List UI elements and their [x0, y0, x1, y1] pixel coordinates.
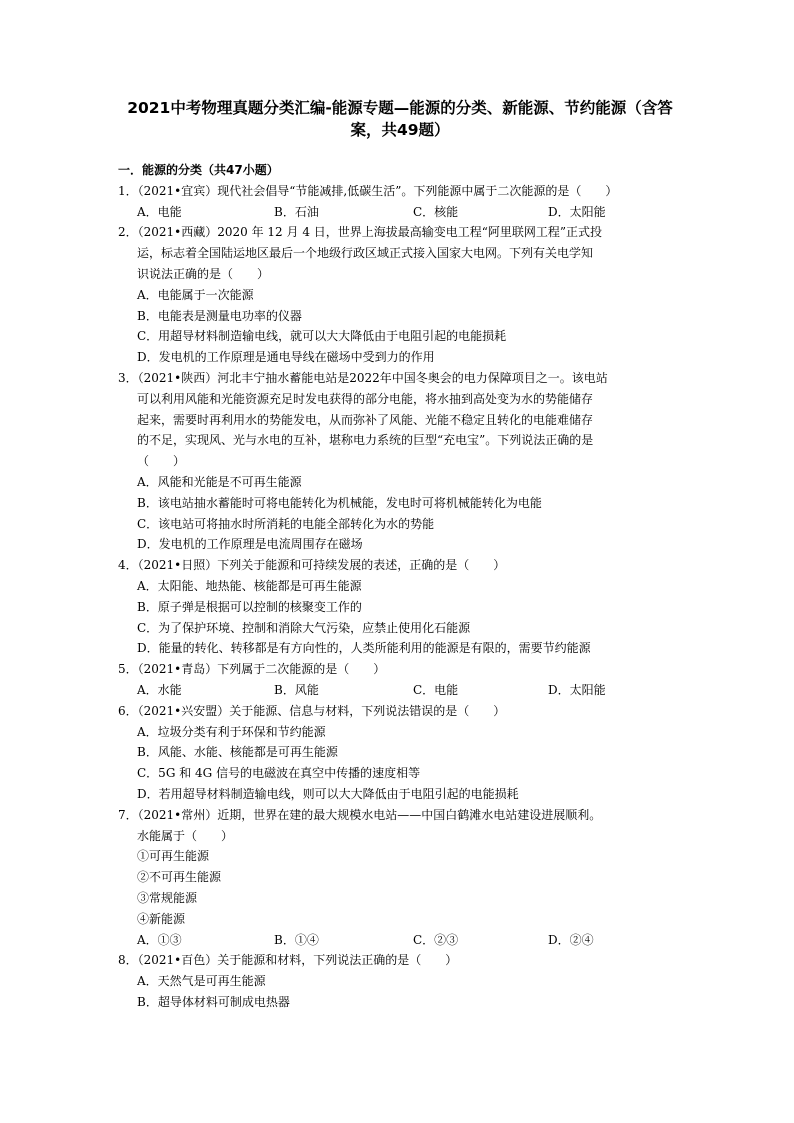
title-line-1: 2021中考物理真题分类汇编-能源专题—能源的分类、新能源、节约能源（含答	[127, 99, 673, 117]
question-3-option-a: A．风能和光能是不可再生能源	[137, 475, 302, 489]
question-3-stem-line-4: 的不足，实现风、光与水电的互补，堪称电力系统的巨型“充电宝”。下列说法正确的是	[137, 433, 594, 447]
question-2-option-b: B．电能表是测量电功率的仪器	[137, 309, 302, 323]
question-2-option-c: C．用超导材料制造输电线，就可以大大降低由于电阻引起的电能损耗	[137, 329, 507, 343]
question-5-option-b: B．风能	[274, 683, 319, 697]
question-7-item-2: ②不可再生能源	[137, 870, 222, 884]
question-7-option-d: D．②④	[548, 933, 594, 947]
question-7-item-1: ①可再生能源	[137, 849, 210, 863]
question-1-stem: 1．（2021•宜宾）现代社会倡导“节能减排,低碳生活”。下列能源中属于二次能源的是（ ）	[118, 184, 618, 198]
question-7-item-3: ③常规能源	[137, 891, 198, 905]
question-5-stem: 5．（2021•青岛）下列属于二次能源的是（ ）	[118, 662, 386, 676]
question-5-option-a: A．水能	[137, 683, 182, 697]
question-3-option-c: C．该电站可将抽水时所消耗的电能全部转化为水的势能	[137, 517, 435, 531]
question-4-option-a: A．太阳能、地热能、核能都是可再生能源	[137, 579, 362, 593]
question-1-option-d: D．太阳能	[548, 205, 606, 219]
section-heading: 一．能源的分类（共47小题）	[118, 163, 279, 177]
question-2-option-d: D．发电机的工作原理是通电导线在磁场中受到力的作用	[137, 350, 435, 364]
question-8-option-b: B．超导体材料可制成电热器	[137, 995, 290, 1009]
question-8-option-a: A．天然气是可再生能源	[137, 974, 266, 988]
question-4-option-b: B．原子弹是根据可以控制的核聚变工作的	[137, 600, 362, 614]
question-3-option-d: D．发电机的工作原理是电流周围存在磁场	[137, 537, 363, 551]
question-7-stem-line-1: 7．（2021•常州）近期，世界在建的最大规模水电站——中国白鹤滩水电站建设进展顺利。	[118, 808, 602, 822]
question-4-stem: 4．（2021•日照）下列关于能源和可持续发展的表述，正确的是（ ）	[118, 558, 506, 572]
document-title	[110, 97, 690, 141]
question-7-option-b: B．①④	[274, 933, 319, 947]
question-7-stem-line-2: 水能属于（ ）	[137, 829, 234, 843]
question-2-stem-line-3: 识说法正确的是（ ）	[137, 267, 270, 281]
question-2-stem-line-2: 运，标志着全国陆运地区最后一个地级行政区域正式接入国家大电网。下列有关电学知	[137, 246, 594, 260]
question-3-option-b: B．该电站抽水蓄能时可将电能转化为机械能，发电时可将机械能转化为电能	[137, 496, 542, 510]
question-4-option-d: D．能量的转化、转移都是有方向性的，人类所能利用的能源是有限的，需要节约能源	[137, 641, 591, 655]
question-5-option-c: C．电能	[413, 683, 459, 697]
question-4-option-c: C．为了保护环境、控制和消除大气污染，应禁止使用化石能源	[137, 621, 471, 635]
question-6-option-a: A．垃圾分类有利于环保和节约能源	[137, 725, 326, 739]
question-7-item-4: ④新能源	[137, 912, 186, 926]
question-3-stem-line-5: （ ）	[137, 454, 186, 468]
question-2-option-a: A．电能属于一次能源	[137, 288, 254, 302]
question-1-option-a: A．电能	[137, 205, 182, 219]
question-1-option-c: C．核能	[413, 205, 459, 219]
question-6-option-c: C．5G 和 4G 信号的电磁波在真空中传播的速度相等	[137, 766, 421, 780]
title-line-2: 案，共49题）	[350, 121, 450, 139]
question-6-option-b: B．风能、水能、核能都是可再生能源	[137, 745, 338, 759]
question-8-stem: 8．（2021•百色）关于能源和材料，下列说法正确的是（ ）	[118, 953, 458, 967]
question-1-option-b: B．石油	[274, 205, 319, 219]
question-3-stem-line-1: 3．（2021•陕西）河北丰宁抽水蓄能电站是2022年中国冬奥会的电力保障项目之一。该电站	[118, 371, 608, 385]
question-5-option-d: D．太阳能	[548, 683, 606, 697]
question-3-stem-line-2: 可以利用风能和光能资源充足时发电获得的部分电能，将水抽到高处变为水的势能储存	[137, 392, 594, 406]
question-3-stem-line-3: 起来，需要时再利用水的势能发电，从而弥补了风能、光能不稳定且转化的电能难储存	[137, 413, 594, 427]
question-6-stem: 6．（2021•兴安盟）关于能源、信息与材料，下列说法错误的是（ ）	[118, 704, 506, 718]
question-7-option-a: A．①③	[137, 933, 182, 947]
question-7-option-c: C．②③	[413, 933, 459, 947]
question-2-stem-line-1: 2．（2021•西藏）2020 年 12 月 4 日，世界上海拔最高输变电工程“阿里联网工程”正式投	[118, 225, 603, 239]
question-6-option-d: D．若用超导材料制造输电线，则可以大大降低由于电阻引起的电能损耗	[137, 787, 519, 801]
